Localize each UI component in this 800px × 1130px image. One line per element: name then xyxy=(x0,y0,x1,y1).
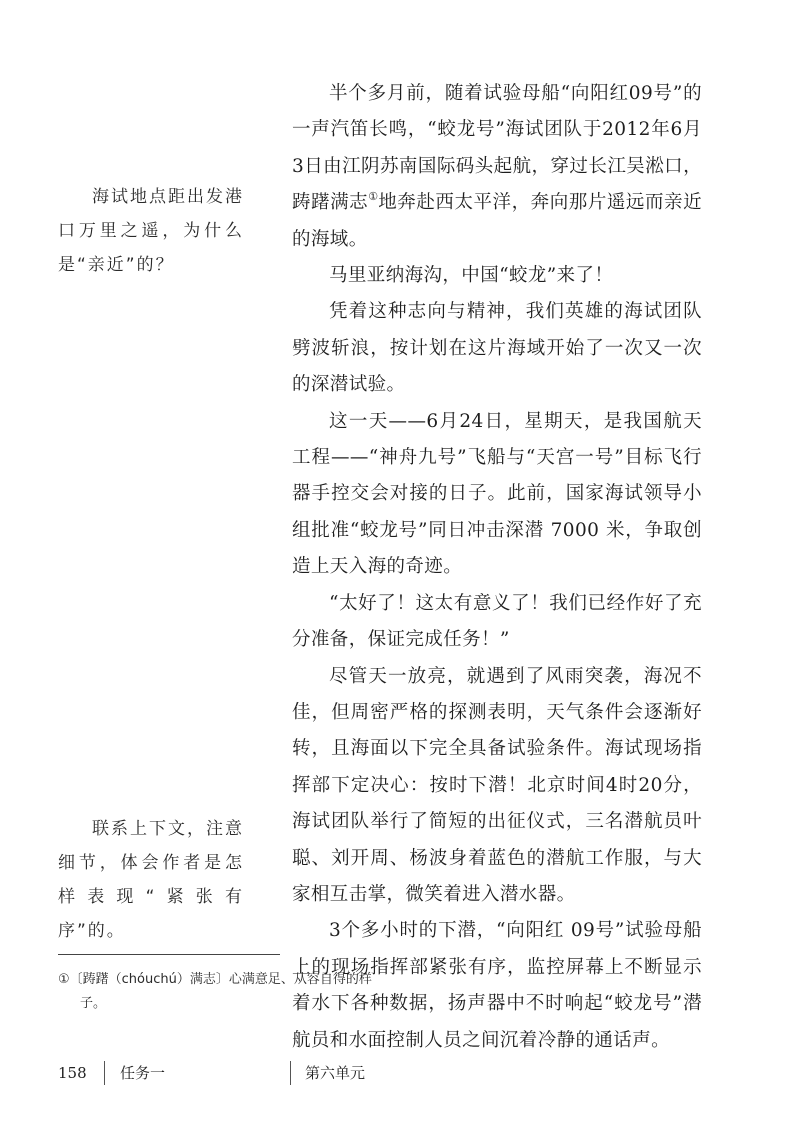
footer-unit-label: 第六单元 xyxy=(305,1064,366,1082)
footer-divider-1 xyxy=(104,1061,105,1085)
footnote-mark: ① xyxy=(58,972,70,987)
side-note-question-2 xyxy=(58,812,244,948)
paragraph-1-text-cont: 地奔赴西太平洋，奔向那片遥远而亲近的海域。 xyxy=(292,192,702,250)
paragraph-5: “太好了！这太有意义了！我们已经作好了充分准备，保证完成任务！” xyxy=(292,592,702,651)
footer-task-label: 任务一 xyxy=(120,1064,166,1082)
footnote-body xyxy=(58,968,378,1016)
footnote xyxy=(58,968,378,1016)
paragraph-2: 马里亚纳海沟，中国“蛟龙”来了！ xyxy=(329,265,614,287)
paragraph-4: 这一天——6月24日，星期天，是我国航天工程——“神舟九号”飞船与“天宫一号”目标飞行器手控交会对接的日子。此前，国家海试领导小组批准“蛟龙号”同日冲击深潜 7000 米，争取创造上天入海的奇迹。 xyxy=(292,410,702,578)
paragraph-1-text: 半个多月前，随着试验母船“向阳红09号”的一声汽笛长鸣，“蛟龙号”海试团队于2012年6月3日由江阴苏南国际码头起航，穿过长江吴淞口，踌躇满志 xyxy=(292,83,702,214)
side-note-question-1 xyxy=(58,180,244,282)
side-note-2-text: 联系上下文，注意细节，体会作者是怎样表现“紧张有序”的。 xyxy=(58,819,244,941)
paragraph-3: 凭着这种志向与精神，我们英雄的海试团队劈波斩浪，按计划在这片海域开始了一次又一次的深潜试验。 xyxy=(292,301,702,396)
footnote-text: 〔踌躇（chóuchú）满志〕心满意足、从容自得的样子。 xyxy=(69,972,372,1011)
page-number: 158 xyxy=(58,1064,87,1082)
main-text xyxy=(292,76,702,1059)
paragraph-6: 尽管天一放亮，就遇到了风雨突袭，海况不佳，但周密严格的探测表明，天气条件会逐渐好转，且海面以下完全具备试验条件。海试现场指挥部下定决心：按时下潜！北京时间4时20分，海试团队举行了简短的出征仪式，三名潜航员叶聪、刘开周、杨波身着蓝色的潜航工作服，与大家相互击掌，微笑着进入潜水器。 xyxy=(292,665,702,905)
footnote-divider xyxy=(58,954,280,955)
paragraph-7: 3个多小时的下潜，“向阳红 09号”试验母船上的现场指挥部紧张有序，监控屏幕上不断显示着水下各种数据，扬声器中不时响起“蛟龙号”潜航员和水面控制人员之间沉着冷静的通话声。 xyxy=(292,920,702,1051)
side-note-1-text: 海试地点距出发港口万里之遥，为什么是“亲近”的？ xyxy=(58,187,244,275)
footnote-reference[interactable]: ① xyxy=(368,190,379,204)
paragraph-1 xyxy=(292,76,702,258)
footer-divider-2 xyxy=(290,1061,291,1085)
